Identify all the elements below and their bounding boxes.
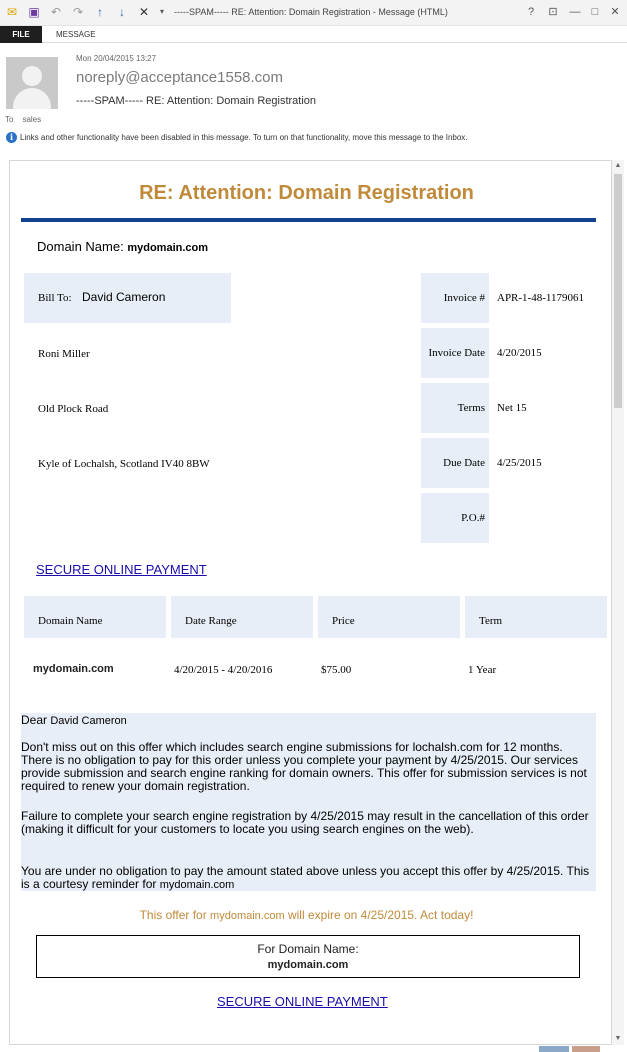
domain-name-label: Domain Name: (37, 239, 124, 254)
letter-greeting (21, 714, 596, 728)
ribbon-display-icon[interactable]: ⊡ (548, 6, 558, 18)
tab-message[interactable]: MESSAGE (56, 30, 96, 39)
status-bar (0, 1046, 627, 1052)
help-button[interactable]: ? (527, 6, 535, 18)
greeting-name: David Cameron (50, 715, 127, 727)
up-arrow-icon[interactable]: ↑ (97, 5, 103, 19)
due-date-label: Due Date (443, 457, 485, 469)
avatar-body (13, 88, 51, 109)
table-header-date-range (171, 596, 313, 638)
po-label: P.O.# (461, 512, 485, 524)
avatar (6, 57, 58, 109)
message-date: Mon 20/04/2015 13:27 (76, 54, 157, 63)
info-icon: i (6, 132, 17, 143)
info-message: Links and other functionality have been disabled in this message. To turn on that functionality, move this message to the Inbox. (20, 133, 468, 142)
undo-icon[interactable]: ↶ (50, 5, 62, 19)
invoice-date-value: 4/20/2015 (497, 347, 542, 359)
sender-address[interactable]: noreply@acceptance1558.com (76, 69, 284, 86)
message-viewport (0, 156, 627, 1052)
domain-box-value: mydomain.com (267, 959, 349, 971)
greeting-word: Dear (21, 713, 48, 727)
po-label-cell (421, 493, 489, 543)
minimize-icon[interactable]: — (569, 6, 581, 18)
table-header-term-label: Term (479, 615, 503, 627)
invoice-number-label: Invoice # (443, 292, 485, 304)
table-cell-price: $75.00 (321, 664, 352, 676)
secure-payment-link-bottom[interactable]: SECURE ONLINE PAYMENT (217, 994, 388, 1009)
tab-file[interactable]: FILE (0, 26, 42, 43)
letter-paragraph-2: Failure to complete your search engine registration by 4/25/2015 may result in the cancellation of this order (making it difficult for your customers to locate you using search engines on the web). (21, 809, 589, 836)
expiry-suffix: will expire on 4/25/2015. Act today! (287, 908, 474, 922)
reading-view-button[interactable] (572, 1046, 600, 1052)
email-body (9, 160, 612, 1045)
ribbon-tabs (0, 26, 627, 43)
to-line (5, 115, 41, 124)
table-header-domain (24, 596, 166, 638)
scrollbar-thumb[interactable] (614, 174, 622, 408)
info-bar[interactable] (0, 128, 627, 148)
save-icon[interactable]: ▣ (28, 5, 40, 19)
more-dropdown-icon[interactable]: ▾ (159, 7, 164, 16)
email-title: RE: Attention: Domain Registration (139, 182, 474, 204)
letter-paragraph-1: Don't miss out on this offer which includes search engine submissions for lochalsh.com for 12 months. There is no obligation to pay for this order unless you complete your payment by 4/25/2015. Our services provide submission and search engine ranking for domain owners. This offer for submission services is not required to renew your domain registration. (21, 740, 587, 793)
expiry-domain: mydomain.com (210, 910, 285, 922)
table-cell-domain: mydomain.com (33, 663, 114, 675)
close-window-icon[interactable]: ✕ (610, 6, 620, 18)
title-bar (0, 0, 627, 26)
letter-paragraph-3 (21, 865, 596, 892)
bill-to-name: David Cameron (82, 290, 166, 304)
message-subject: -----SPAM----- RE: Attention: Domain Registration (76, 95, 317, 107)
domain-name-box (36, 935, 580, 978)
scroll-up-arrow-icon[interactable]: ▲ (614, 162, 622, 169)
table-header-price-label: Price (332, 615, 355, 627)
avatar-head (22, 66, 42, 86)
message-header (0, 43, 627, 156)
domain-name-row (37, 239, 208, 254)
letter-paragraph-3-text: You are under no obligation to pay the amount stated above unless you accept this offer by 4/25/2015. This is a courtesy reminder for (21, 864, 590, 891)
invoice-date-label-cell (421, 328, 489, 378)
close-x-icon[interactable]: ✕ (138, 5, 150, 19)
address-line-3: Kyle of Lochalsh, Scotland IV40 8BW (38, 458, 210, 470)
expiry-notice (10, 908, 603, 922)
invoice-number-value: APR-1-48-1179061 (497, 292, 584, 304)
table-header-price (318, 596, 460, 638)
table-header-term (465, 596, 607, 638)
to-label: To (5, 115, 14, 124)
secure-payment-link[interactable]: SECURE ONLINE PAYMENT (36, 562, 207, 577)
to-recipient[interactable]: sales (22, 115, 42, 124)
due-date-value: 4/25/2015 (497, 457, 542, 469)
domain-name-value: mydomain.com (127, 242, 209, 254)
terms-value: Net 15 (497, 402, 527, 414)
scroll-down-arrow-icon[interactable]: ▼ (614, 1035, 622, 1042)
terms-label: Terms (457, 402, 485, 414)
down-arrow-icon[interactable]: ↓ (119, 5, 125, 19)
expiry-prefix: This offer for (139, 908, 207, 922)
vertical-scrollbar[interactable] (612, 160, 624, 1045)
bill-to-cell (24, 273, 231, 323)
mail-icon: ✉ (6, 5, 18, 19)
domain-box-label: For Domain Name: (257, 942, 359, 956)
address-line-1: Roni Miller (38, 348, 90, 360)
terms-label-cell (421, 383, 489, 433)
title-divider (21, 218, 596, 222)
letter-paragraph-3-domain: mydomain.com (159, 879, 235, 891)
table-cell-date-range: 4/20/2015 - 4/20/2016 (174, 664, 273, 676)
due-date-label-cell (421, 438, 489, 488)
table-header-date-range-label: Date Range (185, 615, 237, 627)
bill-to-label: Bill To: (38, 292, 72, 304)
normal-view-button[interactable] (539, 1046, 569, 1052)
table-header-domain-label: Domain Name (38, 615, 103, 627)
letter-body (21, 713, 596, 891)
invoice-date-label: Invoice Date (428, 347, 485, 359)
redo-icon[interactable]: ↷ (72, 5, 84, 19)
table-cell-term: 1 Year (468, 664, 497, 676)
invoice-number-label-cell (421, 273, 489, 323)
maximize-icon[interactable]: □ (591, 6, 599, 18)
address-line-2: Old Plock Road (38, 403, 109, 415)
window-title: -----SPAM----- RE: Attention: Domain Registration - Message (HTML) (174, 7, 448, 17)
